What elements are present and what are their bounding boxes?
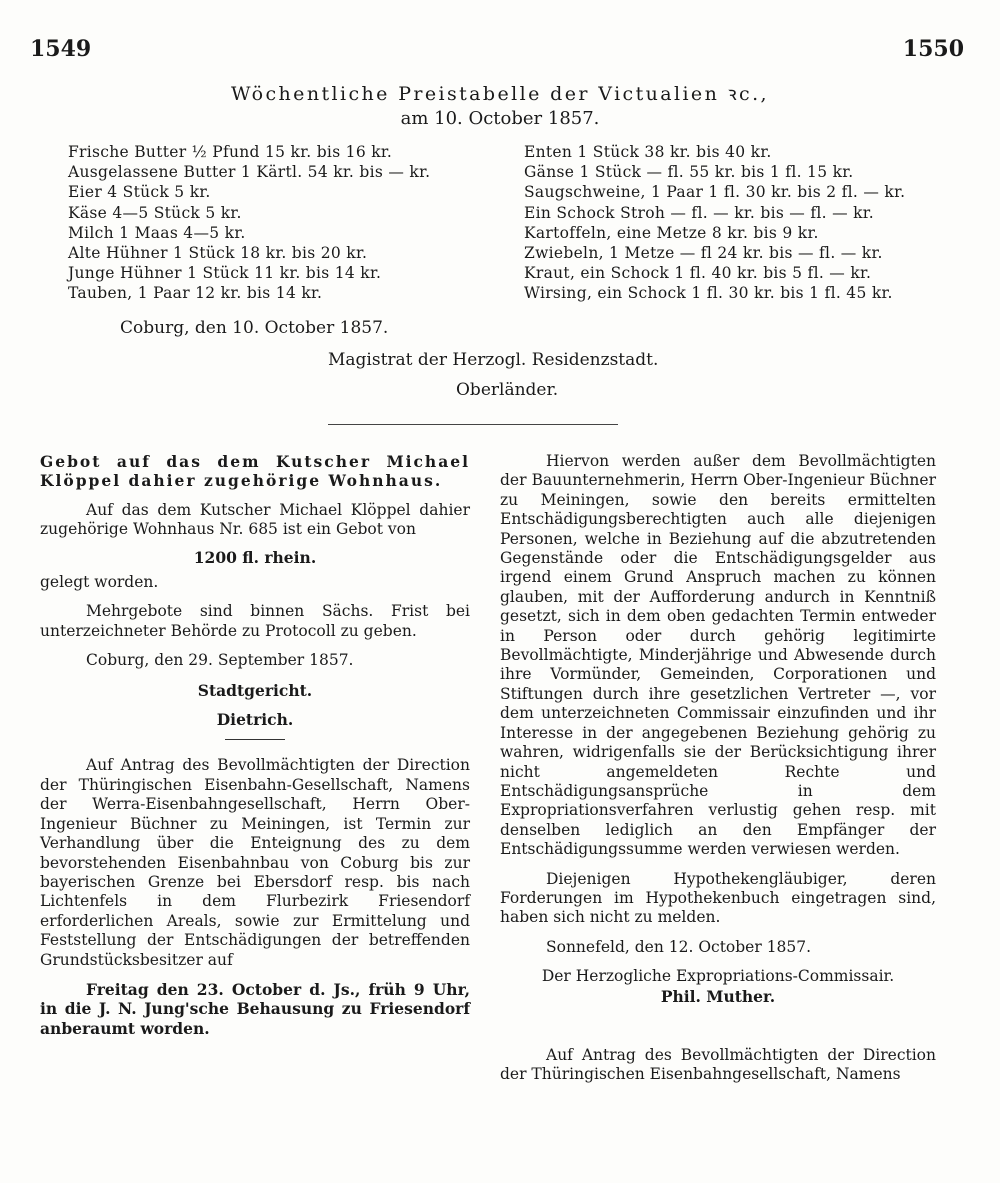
price-item: Junge Hühner 1 Stück 11 kr. bis 14 kr. (68, 264, 382, 283)
price-authority: Magistrat der Herzogl. Residenzstadt. (328, 350, 659, 370)
price-item: Ausgelassene Butter 1 Kärtl. 54 kr. bis — kr. (68, 163, 431, 182)
notice-heading: Gebot auf das dem Kutscher Michael Klöppel dahier zugehörige Wohnhaus. (40, 452, 470, 491)
price-item: Milch 1 Maas 4—5 kr. (68, 223, 246, 242)
left-column (40, 452, 470, 1038)
commissioner-title: Der Herzogliche Expropriations-Commissair. (541, 967, 895, 986)
notice-place-date: Sonnefeld, den 12. October 1857. (546, 937, 812, 956)
price-item: Eier 4 Stück 5 kr. (68, 183, 211, 202)
page-number-right: 1550 (902, 36, 964, 62)
price-place-date: Coburg, den 10. October 1857. (120, 318, 389, 338)
page-number-left: 1549 (30, 36, 92, 62)
notice-paragraph: Hiervon werden außer dem Bevollmächtigten der Bauunternehmerin, Herrn Ober-Ingenieur Büchner zu Meiningen, sowie den bereits ermittelten Entschädigungsberechtigten auch alle diejenigen Personen, welche in Beziehung auf die abzutretenden Gegenstände oder die Entschädigungsgelder aus irgend einem Grund Anspruch machen zu können glauben, mit der Aufforderung andurch in Kenntniß gesetzt, sich in dem oben gedachten Termin entweder in Person oder durch gehörig legitimirte Bevollmächtigte, Minderjährige und Abwesende durch ihre Vormünder, Gemeinden, Corporationen und Stiftungen durch ihre gesetzlichen Vertreter —, vor dem unterzeichneten Commissair einzufinden und ihr Interesse in der angegebenen Beziehung gehörig zu wahren, widrigenfalls sie der Berücksichtigung ihrer nicht angemeldeten Rechte und Entschädigungsansprüche in dem Expropriationsverfahren verlustig gehen resp. mit denselben lediglich an den Empfänger der Entschädigungssumme werden verwiesen werden. (500, 452, 936, 859)
notice-paragraph: Mehrgebote sind binnen Sächs. Frist bei unterzeichneter Behörde zu Protocoll zu geben. (40, 602, 470, 640)
court-name: Stadtgericht. (197, 680, 313, 700)
notice-paragraph-end: gelegt worden. (40, 573, 159, 592)
notice-signer: Phil. Muther. (660, 986, 776, 1006)
notice-paragraph: Diejenigen Hypothekengläubiger, deren Forderungen im Hypothekenbuch eingetragen sind, haben sich nicht zu melden. (500, 869, 936, 927)
notice-paragraph: Auf Antrag des Bevollmächtigten der Direction der Thüringischen Eisenbahngesellschaft, Namens (500, 1045, 936, 1084)
notice-paragraph: Auf das dem Kutscher Michael Klöppel dahier zugehörige Wohnhaus Nr. 685 ist ein Gebot von (40, 500, 470, 539)
price-item: Frische Butter ½ Pfund 15 kr. bis 16 kr. (68, 143, 393, 161)
price-item: Zwiebeln, 1 Metze — fl 24 kr. bis — fl. — kr. (524, 244, 883, 263)
price-item: Gänse 1 Stück — fl. 55 kr. bis 1 fl. 15 kr. (524, 163, 854, 182)
price-item: Alte Hühner 1 Stück 18 kr. bis 20 kr. (68, 244, 368, 263)
notice-paragraph: Freitag den 23. October d. Js., früh 9 Uhr, in die J. N. Jung'sche Behausung zu Friesendorf anberaumt worden. (40, 979, 470, 1038)
price-item: Tauben, 1 Paar 12 kr. bis 14 kr. (68, 284, 323, 303)
short-divider (225, 739, 285, 740)
price-item: Kraut, ein Schock 1 fl. 40 kr. bis 5 fl. — kr. (524, 264, 872, 283)
section-divider (328, 424, 618, 425)
price-table-date: am 10. October 1857. (400, 108, 600, 129)
price-item: Kartoffeln, eine Metze 8 kr. bis 9 kr. (524, 223, 819, 242)
notice-signer: Dietrich. (216, 710, 294, 730)
price-item: Ein Schock Stroh — fl. — kr. bis — fl. — kr. (524, 203, 875, 222)
notice-place-date: Coburg, den 29. September 1857. (86, 651, 354, 670)
price-table-title: Wöchentliche Preistabelle der Victualien ꝛc., (231, 83, 769, 105)
price-list-left (68, 142, 488, 304)
bid-amount: 1200 fl. rhein. (193, 547, 317, 567)
price-item: Wirsing, ein Schock 1 fl. 30 kr. bis 1 fl. 45 kr. (524, 284, 893, 303)
notice-paragraph: Auf Antrag des Bevollmächtigten der Direction der Thüringischen Eisenbahn-Gesellschaft, Namens der Werra-Eisenbahngesellschaft, Herrn Ober-Ingenieur Büchner zu Meiningen, ist Termin zur Verhandlung über die Enteignung des zu dem bevorstehenden Eisenbahnbau von Coburg bis zur bayerischen Grenze bei Ebersdorf resp. bis nach Lichtenfels in dem Flurbezirk Friesendorf erforderlichen Areals, sowie zur Ermittelung und Feststellung der Entschädigungen der betreffenden Grundstücksbesitzer auf (40, 756, 470, 969)
price-item: Enten 1 Stück 38 kr. bis 40 kr. (524, 143, 772, 161)
right-column (500, 452, 936, 1085)
price-item: Saugschweine, 1 Paar 1 fl. 30 kr. bis 2 fl. — kr. (524, 183, 906, 202)
price-signature: Oberländer. (456, 380, 559, 400)
price-list-right (524, 142, 944, 304)
price-item: Käse 4—5 Stück 5 kr. (68, 203, 242, 222)
